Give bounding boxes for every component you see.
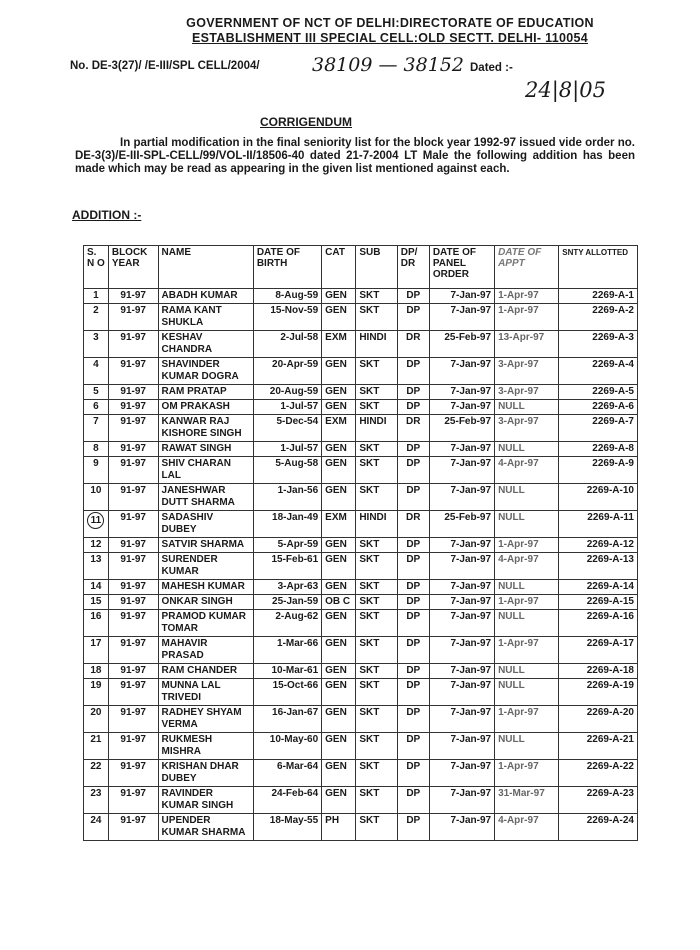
cell-dp-dr: DP xyxy=(397,814,429,841)
cell-date-of-birth: 20-Apr-59 xyxy=(253,358,321,385)
cell-dp-dr: DP xyxy=(397,385,429,400)
cell-sno: 7 xyxy=(84,415,109,442)
cell-block-year: 91-97 xyxy=(108,706,158,733)
table-row xyxy=(84,610,638,637)
cell-date-of-birth: 1-Mar-66 xyxy=(253,637,321,664)
cell-snty: 2269-A-11 xyxy=(559,511,638,538)
cell-cat: GEN xyxy=(322,787,356,814)
cell-dp-dr: DP xyxy=(397,733,429,760)
header-line-1: GOVERNMENT OF NCT OF DELHI:DIRECTORATE OF EDUCATION xyxy=(186,16,594,30)
cell-block-year: 91-97 xyxy=(108,331,158,358)
cell-snty: 2269-A-19 xyxy=(559,679,638,706)
cell-sno: 2 xyxy=(84,304,109,331)
cell-cat: GEN xyxy=(322,733,356,760)
cell-block-year: 91-97 xyxy=(108,457,158,484)
header-block-year: BLOCK YEAR xyxy=(108,246,158,289)
cell-appt: 31-Mar-97 xyxy=(495,787,559,814)
table-row xyxy=(84,553,638,580)
cell-dp-dr: DP xyxy=(397,679,429,706)
cell-sno: 3 xyxy=(84,331,109,358)
cell-sub: SKT xyxy=(356,664,397,679)
cell-appt: NULL xyxy=(495,400,559,415)
cell-snty: 2269-A-1 xyxy=(559,289,638,304)
cell-cat: EXM xyxy=(322,331,356,358)
cell-date-of-birth: 25-Jan-59 xyxy=(253,595,321,610)
cell-snty: 2269-A-14 xyxy=(559,580,638,595)
cell-name: RAM PRATAP xyxy=(158,385,253,400)
table-row xyxy=(84,706,638,733)
cell-name: MAHAVIR PRASAD xyxy=(158,637,253,664)
cell-block-year: 91-97 xyxy=(108,538,158,553)
cell-cat: GEN xyxy=(322,664,356,679)
cell-appt: 3-Apr-97 xyxy=(495,415,559,442)
cell-sub: SKT xyxy=(356,637,397,664)
cell-date-of-birth: 1-Jul-57 xyxy=(253,442,321,457)
reference-number: No. DE-3(27)/ /E-III/SPL CELL/2004/ xyxy=(70,60,260,72)
cell-sno: 18 xyxy=(84,664,109,679)
cell-date-of-birth: 15-Feb-61 xyxy=(253,553,321,580)
cell-cat: EXM xyxy=(322,415,356,442)
cell-appt: 13-Apr-97 xyxy=(495,331,559,358)
cell-sno: 5 xyxy=(84,385,109,400)
cell-sub: SKT xyxy=(356,358,397,385)
cell-block-year: 91-97 xyxy=(108,664,158,679)
cell-sub: SKT xyxy=(356,484,397,511)
cell-sub: HINDI xyxy=(356,511,397,538)
cell-dp-dr: DP xyxy=(397,760,429,787)
cell-appt: 1-Apr-97 xyxy=(495,289,559,304)
cell-snty: 2269-A-12 xyxy=(559,538,638,553)
cell-name: MUNNA LAL TRIVEDI xyxy=(158,679,253,706)
cell-appt: NULL xyxy=(495,484,559,511)
cell-snty: 2269-A-13 xyxy=(559,553,638,580)
table-row xyxy=(84,637,638,664)
cell-dp-dr: DR xyxy=(397,331,429,358)
cell-cat: GEN xyxy=(322,304,356,331)
cell-panel-order: 7-Jan-97 xyxy=(429,610,494,637)
cell-date-of-birth: 3-Apr-63 xyxy=(253,580,321,595)
cell-block-year: 91-97 xyxy=(108,814,158,841)
cell-appt: 4-Apr-97 xyxy=(495,553,559,580)
cell-date-of-birth: 10-May-60 xyxy=(253,733,321,760)
cell-cat: PH xyxy=(322,814,356,841)
cell-appt: NULL xyxy=(495,679,559,706)
cell-panel-order: 7-Jan-97 xyxy=(429,442,494,457)
cell-block-year: 91-97 xyxy=(108,787,158,814)
cell-block-year: 91-97 xyxy=(108,442,158,457)
cell-panel-order: 7-Jan-97 xyxy=(429,760,494,787)
cell-name: SURENDER KUMAR xyxy=(158,553,253,580)
cell-name: ABADH KUMAR xyxy=(158,289,253,304)
cell-dp-dr: DR xyxy=(397,415,429,442)
cell-snty: 2269-A-17 xyxy=(559,637,638,664)
cell-block-year: 91-97 xyxy=(108,610,158,637)
cell-appt: NULL xyxy=(495,580,559,595)
cell-panel-order: 7-Jan-97 xyxy=(429,484,494,511)
addition-label: ADDITION :- xyxy=(72,208,142,222)
cell-snty: 2269-A-6 xyxy=(559,400,638,415)
cell-sno: 8 xyxy=(84,442,109,457)
cell-panel-order: 7-Jan-97 xyxy=(429,304,494,331)
cell-dp-dr: DP xyxy=(397,595,429,610)
cell-snty: 2269-A-18 xyxy=(559,664,638,679)
cell-dp-dr: DP xyxy=(397,664,429,679)
cell-appt: 1-Apr-97 xyxy=(495,538,559,553)
cell-appt: NULL xyxy=(495,442,559,457)
cell-panel-order: 7-Jan-97 xyxy=(429,706,494,733)
cell-sub: SKT xyxy=(356,610,397,637)
cell-appt: 1-Apr-97 xyxy=(495,637,559,664)
cell-panel-order: 7-Jan-97 xyxy=(429,580,494,595)
cell-sub: SKT xyxy=(356,760,397,787)
table-row xyxy=(84,733,638,760)
cell-snty: 2269-A-24 xyxy=(559,814,638,841)
cell-panel-order: 25-Feb-97 xyxy=(429,331,494,358)
cell-snty: 2269-A-7 xyxy=(559,415,638,442)
cell-cat: GEN xyxy=(322,400,356,415)
cell-panel-order: 7-Jan-97 xyxy=(429,679,494,706)
table-header-row xyxy=(84,246,638,289)
cell-date-of-birth: 6-Mar-64 xyxy=(253,760,321,787)
cell-panel-order: 7-Jan-97 xyxy=(429,289,494,304)
cell-cat: GEN xyxy=(322,580,356,595)
cell-date-of-birth: 5-Apr-59 xyxy=(253,538,321,553)
cell-date-of-birth: 20-Aug-59 xyxy=(253,385,321,400)
cell-sno: 12 xyxy=(84,538,109,553)
cell-date-of-birth: 15-Oct-66 xyxy=(253,679,321,706)
cell-sno: 22 xyxy=(84,760,109,787)
cell-sno: 14 xyxy=(84,580,109,595)
cell-dp-dr: DP xyxy=(397,787,429,814)
table-row xyxy=(84,415,638,442)
handwritten-date: 24|8|05 xyxy=(525,78,606,102)
table-row xyxy=(84,289,638,304)
cell-sub: SKT xyxy=(356,289,397,304)
cell-name: JANESHWAR DUTT SHARMA xyxy=(158,484,253,511)
cell-snty: 2269-A-23 xyxy=(559,787,638,814)
cell-appt: 3-Apr-97 xyxy=(495,385,559,400)
cell-sub: SKT xyxy=(356,787,397,814)
cell-date-of-birth: 18-Jan-49 xyxy=(253,511,321,538)
header-cat: CAT xyxy=(322,246,356,289)
document-title: CORRIGENDUM xyxy=(260,115,352,129)
table-row xyxy=(84,304,638,331)
cell-sno: 1 xyxy=(84,289,109,304)
cell-dp-dr: DP xyxy=(397,442,429,457)
cell-dp-dr: DP xyxy=(397,580,429,595)
table-row xyxy=(84,511,638,538)
header-appt: DATE OF APPT xyxy=(495,246,559,289)
cell-sno: 10 xyxy=(84,484,109,511)
cell-block-year: 91-97 xyxy=(108,400,158,415)
cell-name: RAM CHANDER xyxy=(158,664,253,679)
cell-snty: 2269-A-4 xyxy=(559,358,638,385)
cell-name: RAWAT SINGH xyxy=(158,442,253,457)
table-row xyxy=(84,664,638,679)
cell-snty: 2269-A-5 xyxy=(559,385,638,400)
cell-sno: 16 xyxy=(84,610,109,637)
circled-serial-number: 11 xyxy=(87,512,104,529)
cell-block-year: 91-97 xyxy=(108,760,158,787)
cell-name: SADASHIV DUBEY xyxy=(158,511,253,538)
cell-cat: GEN xyxy=(322,385,356,400)
table-row xyxy=(84,457,638,484)
cell-date-of-birth: 24-Feb-64 xyxy=(253,787,321,814)
cell-appt: 4-Apr-97 xyxy=(495,457,559,484)
cell-snty: 2269-A-3 xyxy=(559,331,638,358)
cell-dp-dr: DP xyxy=(397,538,429,553)
cell-sub: SKT xyxy=(356,400,397,415)
cell-dp-dr: DP xyxy=(397,400,429,415)
cell-sno: 17 xyxy=(84,637,109,664)
table-row xyxy=(84,760,638,787)
header-line-2: ESTABLISHMENT III SPECIAL CELL:OLD SECTT. DELHI- 110054 xyxy=(192,31,588,45)
cell-sno: 19 xyxy=(84,679,109,706)
table-row xyxy=(84,580,638,595)
cell-block-year: 91-97 xyxy=(108,358,158,385)
cell-cat: OB C xyxy=(322,595,356,610)
cell-sub: SKT xyxy=(356,304,397,331)
cell-block-year: 91-97 xyxy=(108,484,158,511)
cell-block-year: 91-97 xyxy=(108,385,158,400)
cell-sno: 4 xyxy=(84,358,109,385)
cell-sub: SKT xyxy=(356,538,397,553)
header-sno: S. N O xyxy=(84,246,109,289)
cell-name: ONKAR SINGH xyxy=(158,595,253,610)
cell-appt: NULL xyxy=(495,511,559,538)
cell-sub: HINDI xyxy=(356,331,397,358)
cell-sub: SKT xyxy=(356,442,397,457)
cell-sno xyxy=(84,511,109,538)
cell-appt: 4-Apr-97 xyxy=(495,814,559,841)
cell-name: KANWAR RAJ KISHORE SINGH xyxy=(158,415,253,442)
cell-date-of-birth: 16-Jan-67 xyxy=(253,706,321,733)
cell-panel-order: 7-Jan-97 xyxy=(429,538,494,553)
cell-cat: GEN xyxy=(322,457,356,484)
cell-name: RAVINDER KUMAR SINGH xyxy=(158,787,253,814)
cell-panel-order: 7-Jan-97 xyxy=(429,595,494,610)
cell-block-year: 91-97 xyxy=(108,289,158,304)
cell-date-of-birth: 1-Jan-56 xyxy=(253,484,321,511)
cell-snty: 2269-A-16 xyxy=(559,610,638,637)
cell-panel-order: 7-Jan-97 xyxy=(429,358,494,385)
cell-dp-dr: DP xyxy=(397,289,429,304)
cell-date-of-birth: 8-Aug-59 xyxy=(253,289,321,304)
cell-snty: 2269-A-8 xyxy=(559,442,638,457)
cell-date-of-birth: 2-Aug-62 xyxy=(253,610,321,637)
cell-sno: 13 xyxy=(84,553,109,580)
table-row xyxy=(84,331,638,358)
table-row xyxy=(84,358,638,385)
table-row xyxy=(84,400,638,415)
cell-name: SATVIR SHARMA xyxy=(158,538,253,553)
cell-cat: GEN xyxy=(322,679,356,706)
cell-date-of-birth: 1-Jul-57 xyxy=(253,400,321,415)
cell-snty: 2269-A-10 xyxy=(559,484,638,511)
cell-sub: SKT xyxy=(356,814,397,841)
cell-appt: 1-Apr-97 xyxy=(495,304,559,331)
cell-name: OM PRAKASH xyxy=(158,400,253,415)
table-row xyxy=(84,595,638,610)
cell-appt: NULL xyxy=(495,664,559,679)
seniority-table xyxy=(83,245,638,841)
table-row xyxy=(84,385,638,400)
cell-date-of-birth: 15-Nov-59 xyxy=(253,304,321,331)
table-row xyxy=(84,679,638,706)
cell-sub: SKT xyxy=(356,733,397,760)
cell-appt: NULL xyxy=(495,733,559,760)
cell-cat: GEN xyxy=(322,706,356,733)
table-body xyxy=(84,289,638,841)
cell-block-year: 91-97 xyxy=(108,580,158,595)
cell-date-of-birth: 5-Aug-58 xyxy=(253,457,321,484)
cell-panel-order: 7-Jan-97 xyxy=(429,733,494,760)
cell-cat: GEN xyxy=(322,637,356,664)
cell-block-year: 91-97 xyxy=(108,733,158,760)
table-row xyxy=(84,442,638,457)
handwritten-reference-range: 38109 — 38152 xyxy=(312,54,464,76)
header-date-of-birth: DATE OF BIRTH xyxy=(253,246,321,289)
header-sub: SUB xyxy=(356,246,397,289)
cell-dp-dr: DP xyxy=(397,553,429,580)
cell-name: RADHEY SHYAM VERMA xyxy=(158,706,253,733)
cell-appt: 1-Apr-97 xyxy=(495,706,559,733)
cell-sno: 24 xyxy=(84,814,109,841)
cell-sno: 9 xyxy=(84,457,109,484)
cell-cat: EXM xyxy=(322,511,356,538)
cell-appt: 1-Apr-97 xyxy=(495,760,559,787)
cell-sub: SKT xyxy=(356,595,397,610)
cell-cat: GEN xyxy=(322,358,356,385)
cell-dp-dr: DP xyxy=(397,358,429,385)
cell-cat: GEN xyxy=(322,538,356,553)
cell-sub: SKT xyxy=(356,385,397,400)
cell-date-of-birth: 18-May-55 xyxy=(253,814,321,841)
cell-snty: 2269-A-2 xyxy=(559,304,638,331)
cell-sub: HINDI xyxy=(356,415,397,442)
cell-date-of-birth: 2-Jul-58 xyxy=(253,331,321,358)
cell-date-of-birth: 5-Dec-54 xyxy=(253,415,321,442)
table-row xyxy=(84,484,638,511)
cell-panel-order: 7-Jan-97 xyxy=(429,400,494,415)
cell-panel-order: 7-Jan-97 xyxy=(429,787,494,814)
cell-panel-order: 25-Feb-97 xyxy=(429,415,494,442)
cell-name: SHAVINDER KUMAR DOGRA xyxy=(158,358,253,385)
cell-snty: 2269-A-15 xyxy=(559,595,638,610)
cell-snty: 2269-A-20 xyxy=(559,706,638,733)
cell-name: KRISHAN DHAR DUBEY xyxy=(158,760,253,787)
cell-name: UPENDER KUMAR SHARMA xyxy=(158,814,253,841)
cell-block-year: 91-97 xyxy=(108,679,158,706)
cell-name: RUKMESH MISHRA xyxy=(158,733,253,760)
cell-sno: 20 xyxy=(84,706,109,733)
cell-name: RAMA KANT SHUKLA xyxy=(158,304,253,331)
cell-appt: 1-Apr-97 xyxy=(495,595,559,610)
cell-sub: SKT xyxy=(356,457,397,484)
cell-snty: 2269-A-22 xyxy=(559,760,638,787)
cell-block-year: 91-97 xyxy=(108,595,158,610)
cell-panel-order: 7-Jan-97 xyxy=(429,664,494,679)
header-name: NAME xyxy=(158,246,253,289)
dated-label: Dated :- xyxy=(470,62,513,74)
cell-dp-dr: DP xyxy=(397,610,429,637)
cell-panel-order: 25-Feb-97 xyxy=(429,511,494,538)
cell-cat: GEN xyxy=(322,760,356,787)
header-panel-order: DATE OF PANEL ORDER xyxy=(429,246,494,289)
cell-block-year: 91-97 xyxy=(108,511,158,538)
cell-sno: 21 xyxy=(84,733,109,760)
cell-panel-order: 7-Jan-97 xyxy=(429,637,494,664)
cell-sno: 6 xyxy=(84,400,109,415)
cell-snty: 2269-A-21 xyxy=(559,733,638,760)
cell-panel-order: 7-Jan-97 xyxy=(429,553,494,580)
cell-cat: GEN xyxy=(322,553,356,580)
cell-sno: 23 xyxy=(84,787,109,814)
table-row xyxy=(84,787,638,814)
cell-cat: GEN xyxy=(322,610,356,637)
cell-name: KESHAV CHANDRA xyxy=(158,331,253,358)
header-snty: SNTY ALLOTTED xyxy=(559,246,638,289)
cell-block-year: 91-97 xyxy=(108,553,158,580)
cell-block-year: 91-97 xyxy=(108,304,158,331)
body-paragraph: In partial modification in the final seniority list for the block year 1992-97 issued vide order no. DE-3(3)/E-III-SPL-CELL/99/VOL-II/18506-40 dated 21-7-2004 LT Male the following addition has been made which may be read as appearing in the given list mentioned against each. xyxy=(75,137,635,175)
cell-panel-order: 7-Jan-97 xyxy=(429,814,494,841)
header-dp-dr: DP/ DR xyxy=(397,246,429,289)
cell-name: PRAMOD KUMAR TOMAR xyxy=(158,610,253,637)
cell-dp-dr: DP xyxy=(397,304,429,331)
cell-sub: SKT xyxy=(356,706,397,733)
table-row xyxy=(84,814,638,841)
cell-dp-dr: DP xyxy=(397,457,429,484)
cell-cat: GEN xyxy=(322,289,356,304)
cell-dp-dr: DP xyxy=(397,484,429,511)
cell-date-of-birth: 10-Mar-61 xyxy=(253,664,321,679)
cell-sno: 15 xyxy=(84,595,109,610)
cell-dp-dr: DP xyxy=(397,637,429,664)
cell-sub: SKT xyxy=(356,553,397,580)
cell-snty: 2269-A-9 xyxy=(559,457,638,484)
cell-sub: SKT xyxy=(356,580,397,595)
cell-block-year: 91-97 xyxy=(108,415,158,442)
cell-name: SHIV CHARAN LAL xyxy=(158,457,253,484)
cell-panel-order: 7-Jan-97 xyxy=(429,457,494,484)
cell-sub: SKT xyxy=(356,679,397,706)
cell-name: MAHESH KUMAR xyxy=(158,580,253,595)
cell-dp-dr: DR xyxy=(397,511,429,538)
cell-dp-dr: DP xyxy=(397,706,429,733)
cell-block-year: 91-97 xyxy=(108,637,158,664)
cell-appt: NULL xyxy=(495,610,559,637)
cell-panel-order: 7-Jan-97 xyxy=(429,385,494,400)
cell-cat: GEN xyxy=(322,442,356,457)
cell-appt: 3-Apr-97 xyxy=(495,358,559,385)
cell-cat: GEN xyxy=(322,484,356,511)
table-row xyxy=(84,538,638,553)
